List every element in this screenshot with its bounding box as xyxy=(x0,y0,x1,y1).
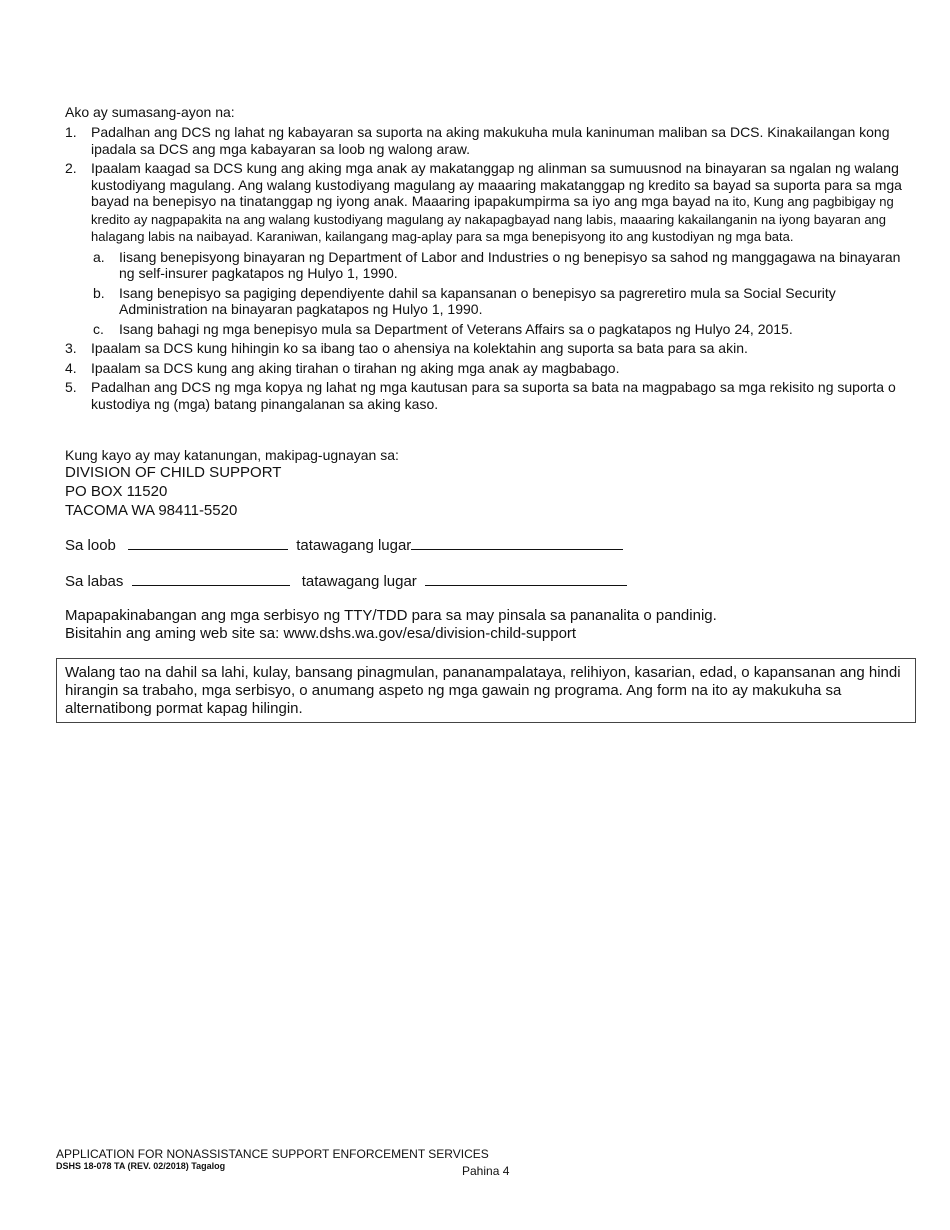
sub-item-text: Iisang benepisyong binayaran ng Department of Labor and Industries o ng benepisyo sa sahod ng manggagawa na binayaran ng self-insurer pagkatapos ng Hulyo 1, 1990. xyxy=(119,248,901,281)
website-text: Bisitahin ang aming web site sa: www.dshs.wa.gov/esa/division-child-support xyxy=(65,625,577,642)
inside-number-field[interactable] xyxy=(128,535,288,550)
address-line: PO BOX 11520 xyxy=(65,483,168,500)
item-text: Padalhan ang DCS ng lahat ng kabayaran sa suporta na aking makukuha mula kaninuman maliban sa DCS. Kinakailangan kong ipadala sa DCS ang mga kabayaran sa loob ng walong araw. xyxy=(91,124,890,157)
form-code: DSHS 18-078 TA (REV. 02/2018) Tagalog xyxy=(56,1161,226,1171)
page-number: Pahina 4 xyxy=(462,1164,510,1178)
inside-label: Sa loob xyxy=(65,537,116,554)
address-line: TACOMA WA 98411-5520 xyxy=(65,502,238,519)
inside-phone-row xyxy=(65,535,623,554)
outside-area-code-field[interactable] xyxy=(425,571,627,586)
sub-list-item xyxy=(93,285,905,318)
address-line: DIVISION OF CHILD SUPPORT xyxy=(65,464,282,481)
list-item xyxy=(65,160,905,246)
sub-item-letter: c. xyxy=(93,320,104,337)
sub-item-text: Isang bahagi ng mga benepisyo mula sa Department of Veterans Affairs sa o pagkatapos ng Hulyo 24, 2015. xyxy=(119,320,793,337)
sub-item-letter: b. xyxy=(93,284,105,301)
contact-block xyxy=(65,447,399,520)
item-text-part: Ipaalam kaagad sa DCS kung ang aking mga anak ay makatanggap ng alinman sa sumuusnod na binayaran sa ngalan ng walang kustodiyang magulang. Ang walang kustodiyang magulang ay maaaring makatanggap ng kredito sa bayad sa suporta para sa mga bayad na benepisyo na tinatanggap ng iyong anak. Maaaring ipapakumpirma sa iyo ang mga bayad xyxy=(91,160,902,209)
sub-list-item xyxy=(93,249,905,282)
list-item xyxy=(65,340,905,357)
form-title: APPLICATION FOR NONASSISTANCE SUPPORT ENFORCEMENT SERVICES xyxy=(56,1147,489,1161)
item-number: 2. xyxy=(65,160,77,176)
sub-list-item xyxy=(93,321,905,338)
list-item xyxy=(65,124,905,157)
agreement-intro: Ako ay sumasang-ayon na: xyxy=(65,104,235,120)
agreement-list xyxy=(65,124,905,415)
outside-number-field[interactable] xyxy=(132,571,290,586)
tty-block xyxy=(65,607,717,643)
item-text-part: na ito, Kung ang pagbibigay ng kredito ay nagpapakita na ang walang kustodiyang magulang ay nakapagbayad nang labis, maaaring kakailanganin na iyong bayaran ang halagang labis na naibayad. Karaniwan, kailangang mag-aplay para sa mga benepisyong ito ang kustodiyan ng mga bata. xyxy=(91,194,894,244)
sub-item-text: Isang benepisyo sa pagiging dependiyente dahil sa kapansanan o benepisyo sa pagreretiro mula sa Social Security Administration na binayaran pagkatapos ng Hulyo 1, 1990. xyxy=(119,284,836,317)
item-number: 1. xyxy=(65,124,77,140)
item-number: 4. xyxy=(65,359,77,376)
item-number: 3. xyxy=(65,340,77,356)
nondiscrimination-notice: Walang tao na dahil sa lahi, kulay, bansang pinagmulan, pananampalataya, relihiyon, kasarian, edad, o kapansanan ang hindi hirangin sa trabaho, mga serbisyo, o anumang aspeto ng mga gawain ng programa. Ang form na ito ay makukuha sa alternatibong pormat kapag hilingin. xyxy=(56,658,916,723)
list-item xyxy=(65,379,905,412)
item-number: 5. xyxy=(65,379,77,395)
item-text: Padalhan ang DCS ng mga kopya ng lahat ng mga kautusan para sa suporta sa bata na magpabago sa mga rekisito ng suporta o kustodiya ng (mga) batang pinangalanan sa aking kaso. xyxy=(91,379,896,412)
item-text: Ipaalam sa DCS kung ang aking tirahan o tirahan ng aking mga anak ay magbabago. xyxy=(91,359,620,376)
area-code-label: tatawagang lugar xyxy=(301,573,417,590)
outside-phone-row xyxy=(65,571,627,590)
area-code-label: tatawagang lugar xyxy=(296,537,412,554)
tty-text: Mapapakinabangan ang mga serbisyo ng TTY/TDD para sa may pinsala sa pananalita o pandinig. xyxy=(65,607,717,624)
list-item xyxy=(65,360,905,377)
item-text xyxy=(91,160,905,246)
contact-intro: Kung kayo ay may katanungan, makipag-ugnayan sa: xyxy=(65,447,399,463)
inside-area-code-field[interactable] xyxy=(411,535,623,550)
sub-item-letter: a. xyxy=(93,248,105,265)
outside-label: Sa labas xyxy=(65,573,124,590)
item-text: Ipaalam sa DCS kung hihingin ko sa ibang tao o ahensiya na kolektahin ang suporta sa bata para sa akin. xyxy=(91,340,748,356)
